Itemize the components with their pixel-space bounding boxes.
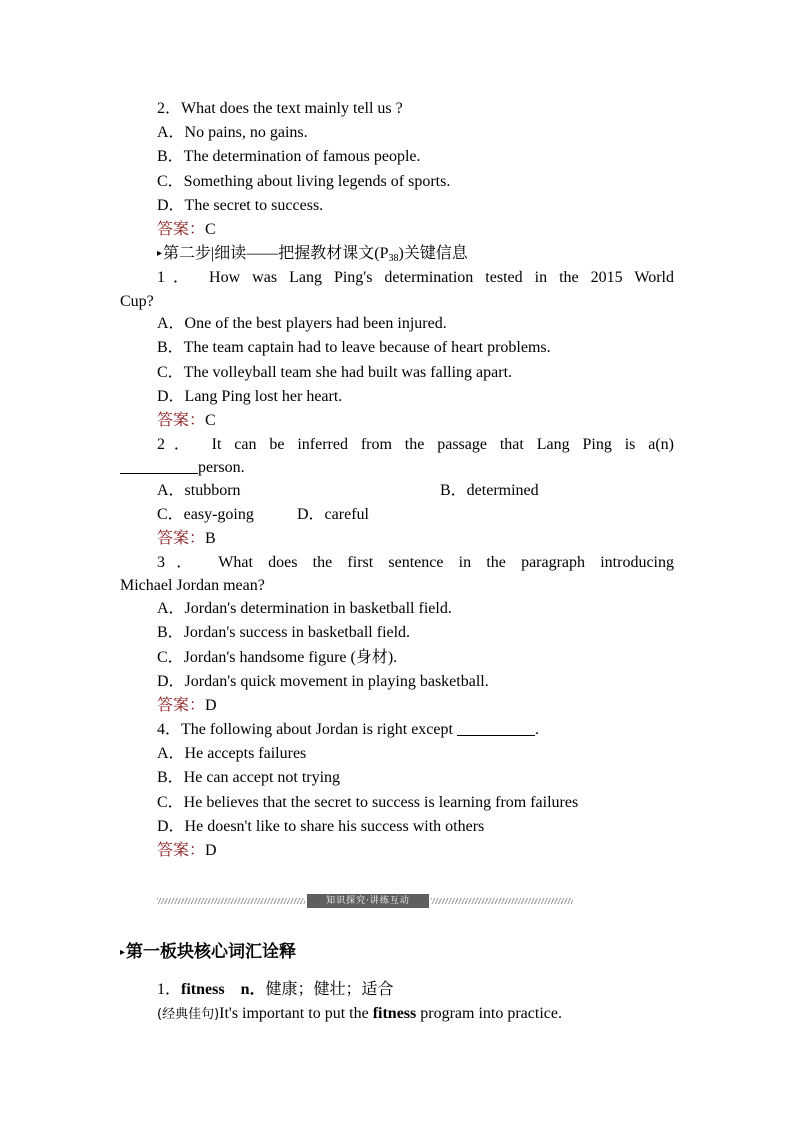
vocab-example [157, 1004, 562, 1025]
answer-value: D [205, 697, 217, 714]
option-d: D．He doesn't like to share his success with others [157, 818, 485, 835]
question-stem: 2．What does the text mainly tell us ? [157, 100, 403, 117]
vocab-word: fitness [181, 981, 225, 998]
option-b: B．The team captain had to leave because of heart problems. [157, 339, 551, 356]
option-d: D．Jordan's quick movement in playing basketball. [157, 673, 489, 690]
section-divider-banner [157, 893, 573, 909]
question-stem-continued: Cup? [120, 293, 154, 310]
answer-line [157, 220, 216, 240]
option-b: B．He can accept not trying [157, 769, 341, 786]
example-source: (经典佳句) [157, 1007, 220, 1022]
example-text-end: program into practice. [416, 1005, 562, 1022]
answer-blank [120, 459, 198, 474]
answer-line [157, 841, 217, 861]
step-heading [157, 244, 468, 269]
answer-line [157, 696, 217, 716]
answer-blank [457, 721, 535, 736]
answer-label: 答案： [157, 221, 206, 238]
option-b: B．The determination of famous people. [157, 148, 421, 165]
option-d: D．careful [297, 506, 369, 523]
option-d: D．The secret to success. [157, 197, 324, 214]
option-a: A．Jordan's determination in basketball field. [157, 600, 452, 617]
question-stem-continued [120, 458, 245, 478]
option-c: C．easy-going [157, 506, 254, 523]
answer-line [157, 411, 216, 431]
option-c: C．He believes that the secret to success is learning from failures [157, 794, 579, 811]
option-c: C．Jordan's handsome figure (身材). [157, 649, 398, 666]
banner-stripe-left [157, 898, 305, 904]
answer-label: 答案： [157, 842, 206, 859]
example-keyword: fitness [372, 1005, 417, 1022]
answer-label: 答案： [157, 530, 206, 547]
vocab-pos: n． [240, 981, 266, 998]
page-subscript: 38 [388, 253, 399, 264]
vocab-entry [157, 980, 394, 1000]
answer-value: C [205, 412, 216, 429]
option-a: A．No pains, no gains. [157, 124, 308, 141]
question-stem-continued: Michael Jordan mean? [120, 577, 265, 594]
option-d: D．Lang Ping lost her heart. [157, 388, 343, 405]
answer-value: B [205, 530, 216, 547]
answer-value: D [205, 842, 217, 859]
example-text: It's important to put the [219, 1005, 373, 1022]
question-stem: 1． How was Lang Ping's determination tested in the 2015 World [157, 269, 674, 286]
answer-value: C [205, 221, 216, 238]
banner-label: 知识探究·讲练互动 [307, 894, 429, 908]
section-heading [120, 942, 296, 963]
option-c: C．The volleyball team she had built was falling apart. [157, 364, 513, 381]
triangle-marker-icon: ▸ [157, 248, 163, 259]
triangle-marker-icon: ▸ [120, 947, 126, 958]
answer-label: 答案： [157, 412, 206, 429]
vocab-number: 1． [157, 981, 182, 998]
option-a: A．stubborn [157, 482, 241, 499]
section-heading-text: 第一板块核心词汇诠释 [126, 942, 297, 961]
question-stem: 3． What does the first sentence in the paragraph introducing [157, 554, 674, 571]
stem-end: . [534, 721, 539, 738]
step-heading-text: 第二步|细读——把握教材课文(P [163, 245, 389, 262]
option-b: B．determined [440, 482, 539, 499]
answer-label: 答案： [157, 697, 206, 714]
option-a: A．He accepts failures [157, 745, 307, 762]
option-c: C．Something about living legends of sports. [157, 173, 451, 190]
answer-line [157, 529, 216, 549]
vocab-meaning: 健康；健壮；适合 [265, 981, 394, 998]
question-stem: 2． It can be inferred from the passage that Lang Ping is a(n) [157, 436, 674, 453]
banner-stripe-right [431, 898, 573, 904]
option-a: A．One of the best players had been injured. [157, 315, 447, 332]
step-heading-suffix: )关键信息 [398, 245, 468, 262]
stem-continuation: person. [198, 459, 245, 476]
stem-text: 4．The following about Jordan is right except [157, 721, 457, 738]
option-b: B．Jordan's success in basketball field. [157, 624, 411, 641]
question-stem [157, 720, 539, 740]
